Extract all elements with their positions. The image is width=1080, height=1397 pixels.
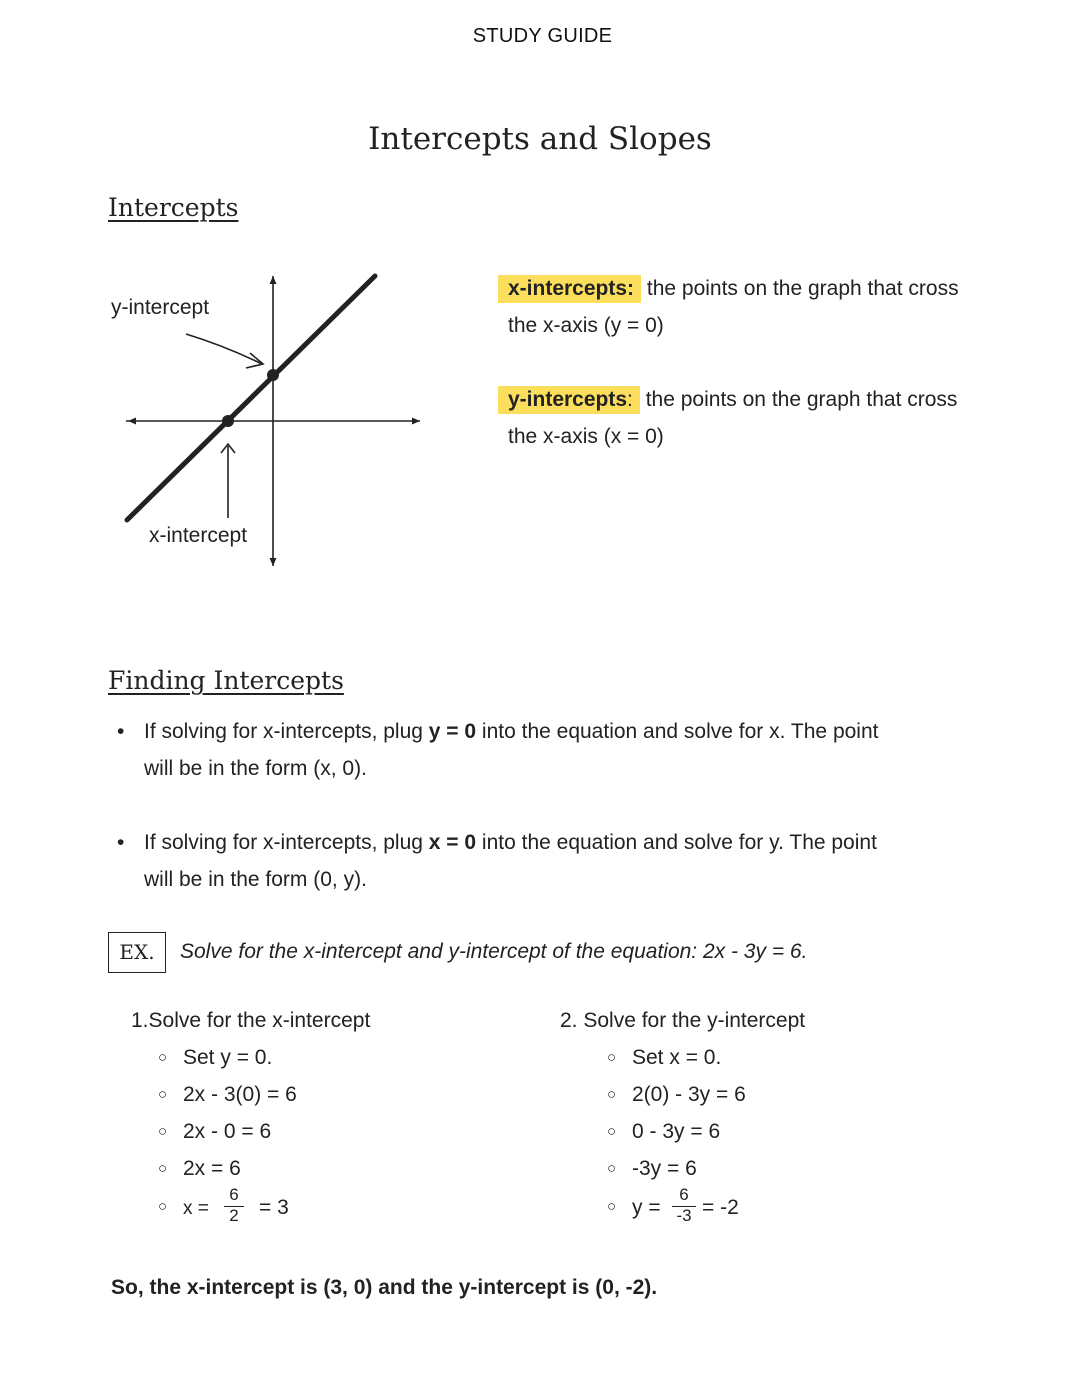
- term-y-intercepts: [498, 386, 640, 414]
- definition-y-intercepts: [508, 381, 957, 455]
- x-axis-left-arrow: [128, 418, 136, 425]
- term-y-intercepts-text: y-intercepts: [508, 388, 628, 411]
- bullet-1-pre: If solving for x-intercepts, plug: [144, 720, 429, 743]
- step-1-final-lhs: x =: [183, 1198, 209, 1219]
- step-1-final-rhs: = 3: [259, 1196, 289, 1219]
- bullet-2-bold: x = 0: [428, 831, 477, 854]
- document-eyebrow: STUDY GUIDE: [472, 25, 613, 47]
- bullet-item-2: [117, 824, 1004, 898]
- step-dot: ○: [607, 1160, 617, 1177]
- example-label-box: EX.: [108, 932, 166, 973]
- step-2-item-text: -3y = 6: [632, 1157, 697, 1180]
- step-1-item-text: 2x - 0 = 6: [183, 1120, 272, 1143]
- term-y-intercepts-colon: :: [627, 388, 633, 411]
- definition-y-line1: the points on the graph that cross: [639, 388, 958, 411]
- step-dot: ○: [607, 1049, 617, 1066]
- section-heading-finding-intercepts: Finding Intercepts: [108, 666, 344, 695]
- definition-x-line2: the x-axis (y = 0): [508, 314, 664, 337]
- term-x-intercepts: x-intercepts:: [498, 275, 641, 303]
- step-2-final-lhs: y =: [632, 1196, 661, 1219]
- step-1-item-text: Set y = 0.: [183, 1046, 273, 1069]
- step-dot: ○: [607, 1198, 617, 1215]
- step-1-item-text: 2x = 6: [183, 1157, 241, 1180]
- bullet-2-post: into the equation and solve for y. The point: [476, 831, 877, 854]
- step-2-title: 2. Solve for the y-intercept: [560, 1009, 806, 1032]
- definition-x-intercepts: [508, 270, 959, 344]
- step-2-final-denominator: -3: [676, 1206, 692, 1225]
- step-dot: ○: [607, 1123, 617, 1140]
- page-title: Intercepts and Slopes: [368, 121, 712, 157]
- step-2-item-text: Set x = 0.: [632, 1046, 722, 1069]
- bullet-dot: •: [117, 831, 125, 854]
- step-dot: ○: [158, 1160, 168, 1177]
- step-dot: ○: [158, 1123, 168, 1140]
- step-1-final: [158, 1185, 323, 1235]
- y-intercept-point: [267, 369, 279, 381]
- step-2-item: [607, 1157, 697, 1181]
- bullet-1-bold: y = 0: [428, 720, 477, 743]
- step-2-final: [607, 1185, 782, 1235]
- x-intercept-point: [222, 415, 234, 427]
- y-axis-top-arrow: [270, 276, 277, 284]
- step-1-final-denominator: 2: [229, 1206, 239, 1225]
- section-heading-intercepts: Intercepts: [108, 193, 239, 222]
- bullet-2-pre: If solving for x-intercepts, plug: [144, 831, 429, 854]
- step-dot: ○: [158, 1198, 168, 1215]
- step-1-item: [158, 1083, 297, 1107]
- step-2-item-text: 2(0) - 3y = 6: [632, 1083, 746, 1106]
- step-2-item: [607, 1120, 721, 1144]
- step-2-item-text: 0 - 3y = 6: [632, 1120, 721, 1143]
- step-2-item: [607, 1046, 722, 1070]
- example-question: Solve for the x-intercept and y-intercept of the equation: 2x - 3y = 6.: [180, 940, 808, 963]
- step-1-item: [158, 1046, 273, 1070]
- y-intercept-label: y-intercept: [111, 296, 210, 319]
- bullet-2-line2: will be in the form (0, y).: [144, 868, 367, 891]
- x-intercept-label: x-intercept: [149, 524, 248, 547]
- step-1-final-numerator: 6: [229, 1185, 239, 1204]
- y-intercept-arrow: [186, 334, 262, 364]
- step-2-item: [607, 1083, 746, 1107]
- step-2-final-rhs: = -2: [702, 1196, 739, 1219]
- bullet-1-post: into the equation and solve for x. The point: [476, 720, 879, 743]
- bullet-1-line2: will be in the form (x, 0).: [144, 757, 367, 780]
- definition-x-line1: the points on the graph that cross: [641, 277, 959, 300]
- step-1-item-text: 2x - 3(0) = 6: [183, 1083, 297, 1106]
- definition-y-line2: the x-axis (x = 0): [508, 425, 664, 448]
- step-dot: ○: [607, 1086, 617, 1103]
- y-axis-bottom-arrow: [270, 558, 277, 566]
- bullet-item-1: [117, 713, 1004, 787]
- step-dot: ○: [158, 1049, 168, 1066]
- intercepts-graph: [0, 260, 500, 580]
- bullet-dot: •: [117, 720, 125, 743]
- x-axis-right-arrow: [412, 418, 420, 425]
- step-2-final-numerator: 6: [679, 1185, 689, 1204]
- step-1-item: [158, 1157, 241, 1181]
- step-1-title: 1.Solve for the x-intercept: [131, 1009, 371, 1032]
- step-dot: ○: [158, 1086, 168, 1103]
- step-1-item: [158, 1120, 272, 1144]
- example-conclusion: So, the x-intercept is (3, 0) and the y-intercept is (0, -2).: [111, 1276, 658, 1299]
